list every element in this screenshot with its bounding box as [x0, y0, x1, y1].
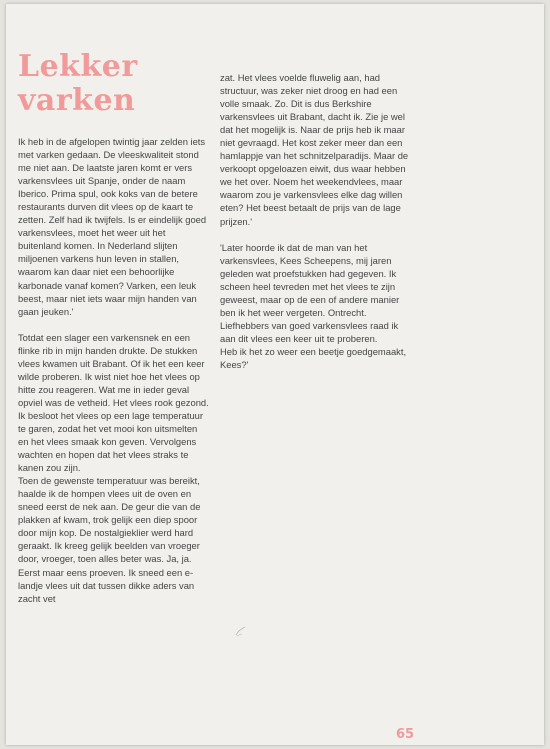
- article-paragraph-6: Heb ik het zo weer een beetje goedgemaakt, Kees?': [220, 345, 407, 370]
- article-paragraph-4: zat. Het vlees voelde fluwelig aan, had structuur, was zeker niet droog en had een volle smaak. Zo. Dit is dus Berkshire varkensvlees uit Brabant, dacht ik. Zie je wel dat het mogelijk is. Naar de prijs heb ik maar niet gevraagd. Het kost zeker meer dan een hamlappje van het schnitzelparadijs. Maar de verkoopt opgeloazen eiwit, dus waar hebben we het over. Noem het weekendvlees, maar waarom zou je varkensvlees elke dag willen eten? Het beest betaalt de prijs van de lage prijzen.': [220, 72, 409, 227]
- article-paragraph-3: Toen de gewenste temperatuur was bereikt, haalde ik de hompen vlees uit de oven en sneed eerst de nek aan. De geur die van de plakken af kwam, trok gelijk een diep spoor door mijn kop. De nostalgieklier werd hard geraakt. Ik kreeg gelijk beelden van vroeger door, vroeger, toen alles beter was. Ja, ja. Eerst maar eens proeven. Ik sneed een e-landje vlees uit dat tussen dikke aders van zacht vet: [18, 475, 201, 604]
- article-paragraph-1: Ik heb in de afgelopen twintig jaar zelden iets met varken gedaan. De vleeskwaliteit stond me niet aan. De laatste jaren komt er vers varkensvlees uit Spanje, onder de naam Iberico. Prima spul, ook koks van de betere restaurants durven dit vlees op de kaart te zetten. Zelf had ik twijfels. Is er eindelijk goed varkensvlees, moet het weer uit het buitenland komen. In Nederland slijten miljoenen varkens hun leven in stallen, waarom kan daar niet een behoorlijke karbonade vanaf komen? Varken, een leuk beest, maar niet iets waar mijn handen van gaan jeuken.': [18, 136, 207, 317]
- article-paragraph-5: 'Later hoorde ik dat de man van het varkensvlees, Kees Scheepens, mij jaren geleden wat proefstukken had gegeven. Ik scheen heel tevreden met het vlees te zijn geweest, maar op de een of andere manier ben ik het weer vergeten. Ontrecht. Liefhebbers van goed varkensvlees raad ik aan dit vlees een keer uit te proberen.: [220, 241, 400, 344]
- magazine-page: [6, 4, 544, 745]
- article-title-line-2: varken: [18, 83, 136, 118]
- pencil-mark-icon: [233, 624, 249, 638]
- article-title-line-1: Lekker: [18, 49, 138, 84]
- article-paragraph-2: Totdat een slager een varkensnek en een flinke rib in mijn handen drukte. De stukken vlees kwamen uit Brabant. Of ik het een keer wilde proberen. Ik wist niet hoe het vlees op hitte zou reageren. Wat me in ieder geval opviel was de vetheid. Het vlees rook gezond. Ik besloot het vlees op een lage temperatuur te garen, zodat het vet mooi kon uitsmelten en het vlees smaak kon geven. Vervolgens wachten en hopen dat het vlees straks te kanen zou zijn.: [18, 331, 209, 474]
- article-column-right: [220, 71, 410, 384]
- article-title: [18, 50, 138, 118]
- article-column-left: [18, 135, 210, 618]
- page-number: 65: [396, 727, 415, 742]
